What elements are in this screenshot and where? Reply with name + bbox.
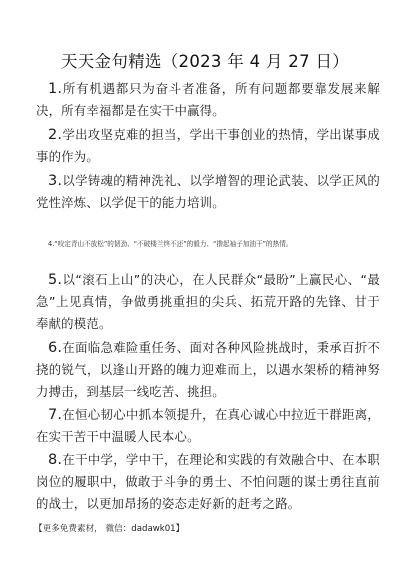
quote-number: 6. <box>48 340 63 356</box>
page-title: 天天金句精选（2023 年 4 月 27 日） <box>60 52 350 71</box>
quote-number: 8. <box>48 452 63 468</box>
footer-note: 【更多免费素材， 微信：dadawk01】 <box>34 524 185 534</box>
quote-number: 3. <box>48 173 63 189</box>
quote-number: 2. <box>48 127 63 143</box>
quote-item-4 <box>36 239 380 251</box>
quote-item-6 <box>36 337 380 403</box>
quote-text: 所有机遇都只为奋斗者准备，所有问题都要靠发展来解决，所有幸福都是在实干中赢得。 <box>36 81 380 118</box>
quote-item-8 <box>36 449 380 515</box>
quote-text: 学出攻坚克难的担当，学出干事创业的热情，学出谋事成事的作为。 <box>36 127 380 164</box>
quote-text: 以学铸魂的精神洗礼、以学增智的理论武装、以学正风的党性淬炼、以学促干的能力培训。 <box>36 173 380 210</box>
quote-number: 4. <box>48 240 55 248</box>
quote-number: 1. <box>48 81 63 97</box>
quote-number: 5. <box>48 272 63 288</box>
quote-item-7 <box>36 404 380 448</box>
quote-item-1 <box>36 78 380 122</box>
quote-item-3 <box>36 170 380 214</box>
quote-text: 在恒心韧心中抓本领提升，在真心诚心中拉近干群距离，在实干苦干中温暖人民本心。 <box>36 407 380 444</box>
quote-text: 以“滚石上山”的决心，在人民群众“最盼”上赢民心、“最急”上见真情，争做勇挑重担的尖兵、拓荒开路的先锋、甘于奉献的模范。 <box>36 272 380 331</box>
quote-text: 在面临急难险重任务、面对各种风险挑战时，秉承百折不挠的锐气，以逢山开路的魄力迎难而上，以遇水架桥的精神努力搏击，到基层一线吃苦、挑担。 <box>36 340 380 399</box>
quote-text: “咬定青山不放松”的韧劲、“不破楼兰终不还”的毅力、“撸起袖子加油干”的热情。 <box>54 240 293 248</box>
quote-text: 在干中学，学中干，在理论和实践的有效融合中、在本职岗位的履职中，做敢于斗争的勇士、不怕问题的谋士勇往直前的战士，以更加昂扬的姿态走好新的赶考之路。 <box>36 452 380 511</box>
quote-item-5 <box>36 269 380 335</box>
quote-item-2 <box>36 124 380 168</box>
quote-number: 7. <box>48 407 63 423</box>
